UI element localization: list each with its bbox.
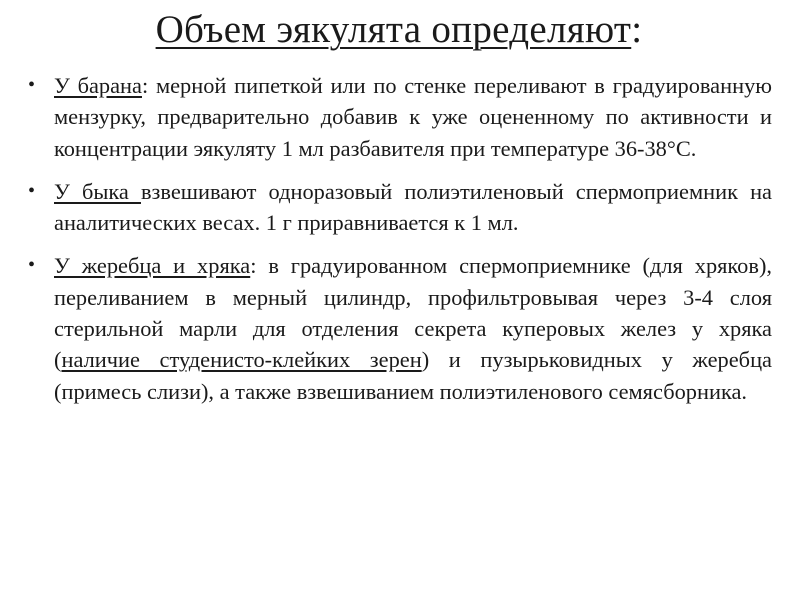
slide-title (26, 0, 772, 56)
bullet-dot-icon: • (28, 179, 36, 202)
slide-title-colon: : (631, 8, 643, 51)
bullet-run: : в градуированном спермоприемнике (для хряков), переливанием в мерный цилиндр, профильтровывая через 3-4 слоя стерильной марли для отделения секрета куперовых желез у хряка ( (54, 253, 772, 373)
bullet-item-stallion-boar (26, 250, 772, 406)
bullet-run: наличие студенисто-клейких зерен (61, 347, 422, 373)
slide-title-text: Объем эякулята определяют (155, 8, 632, 51)
bullet-item-ram (26, 70, 772, 164)
bullet-run: : мерной пипеткой или по стенке переливают в градуированную мензурку, предварительно добавив к уже оцененному по активности и концентрации эякуляту 1 мл разбавителя при температуре 36-38°С. (54, 73, 772, 161)
bullet-run: взвешивают одноразовый полиэтиленовый спермоприемник на аналитических весах. 1 г приравнивается к 1 мл. (54, 178, 772, 236)
bullet-run: ) и пузырьковидных у жеребца (примесь слизи), а также взвешиванием полиэтиленового семясборника. (54, 347, 772, 404)
bullet-item-bull (26, 176, 772, 239)
bullet-dot-icon: • (28, 254, 36, 277)
bullet-run: У барана (54, 73, 142, 98)
bullet-list (26, 70, 772, 407)
bullet-dot-icon: • (28, 74, 36, 96)
bullet-run: У жеребца и хряка (54, 253, 251, 279)
bullet-run: У быка (54, 178, 141, 204)
